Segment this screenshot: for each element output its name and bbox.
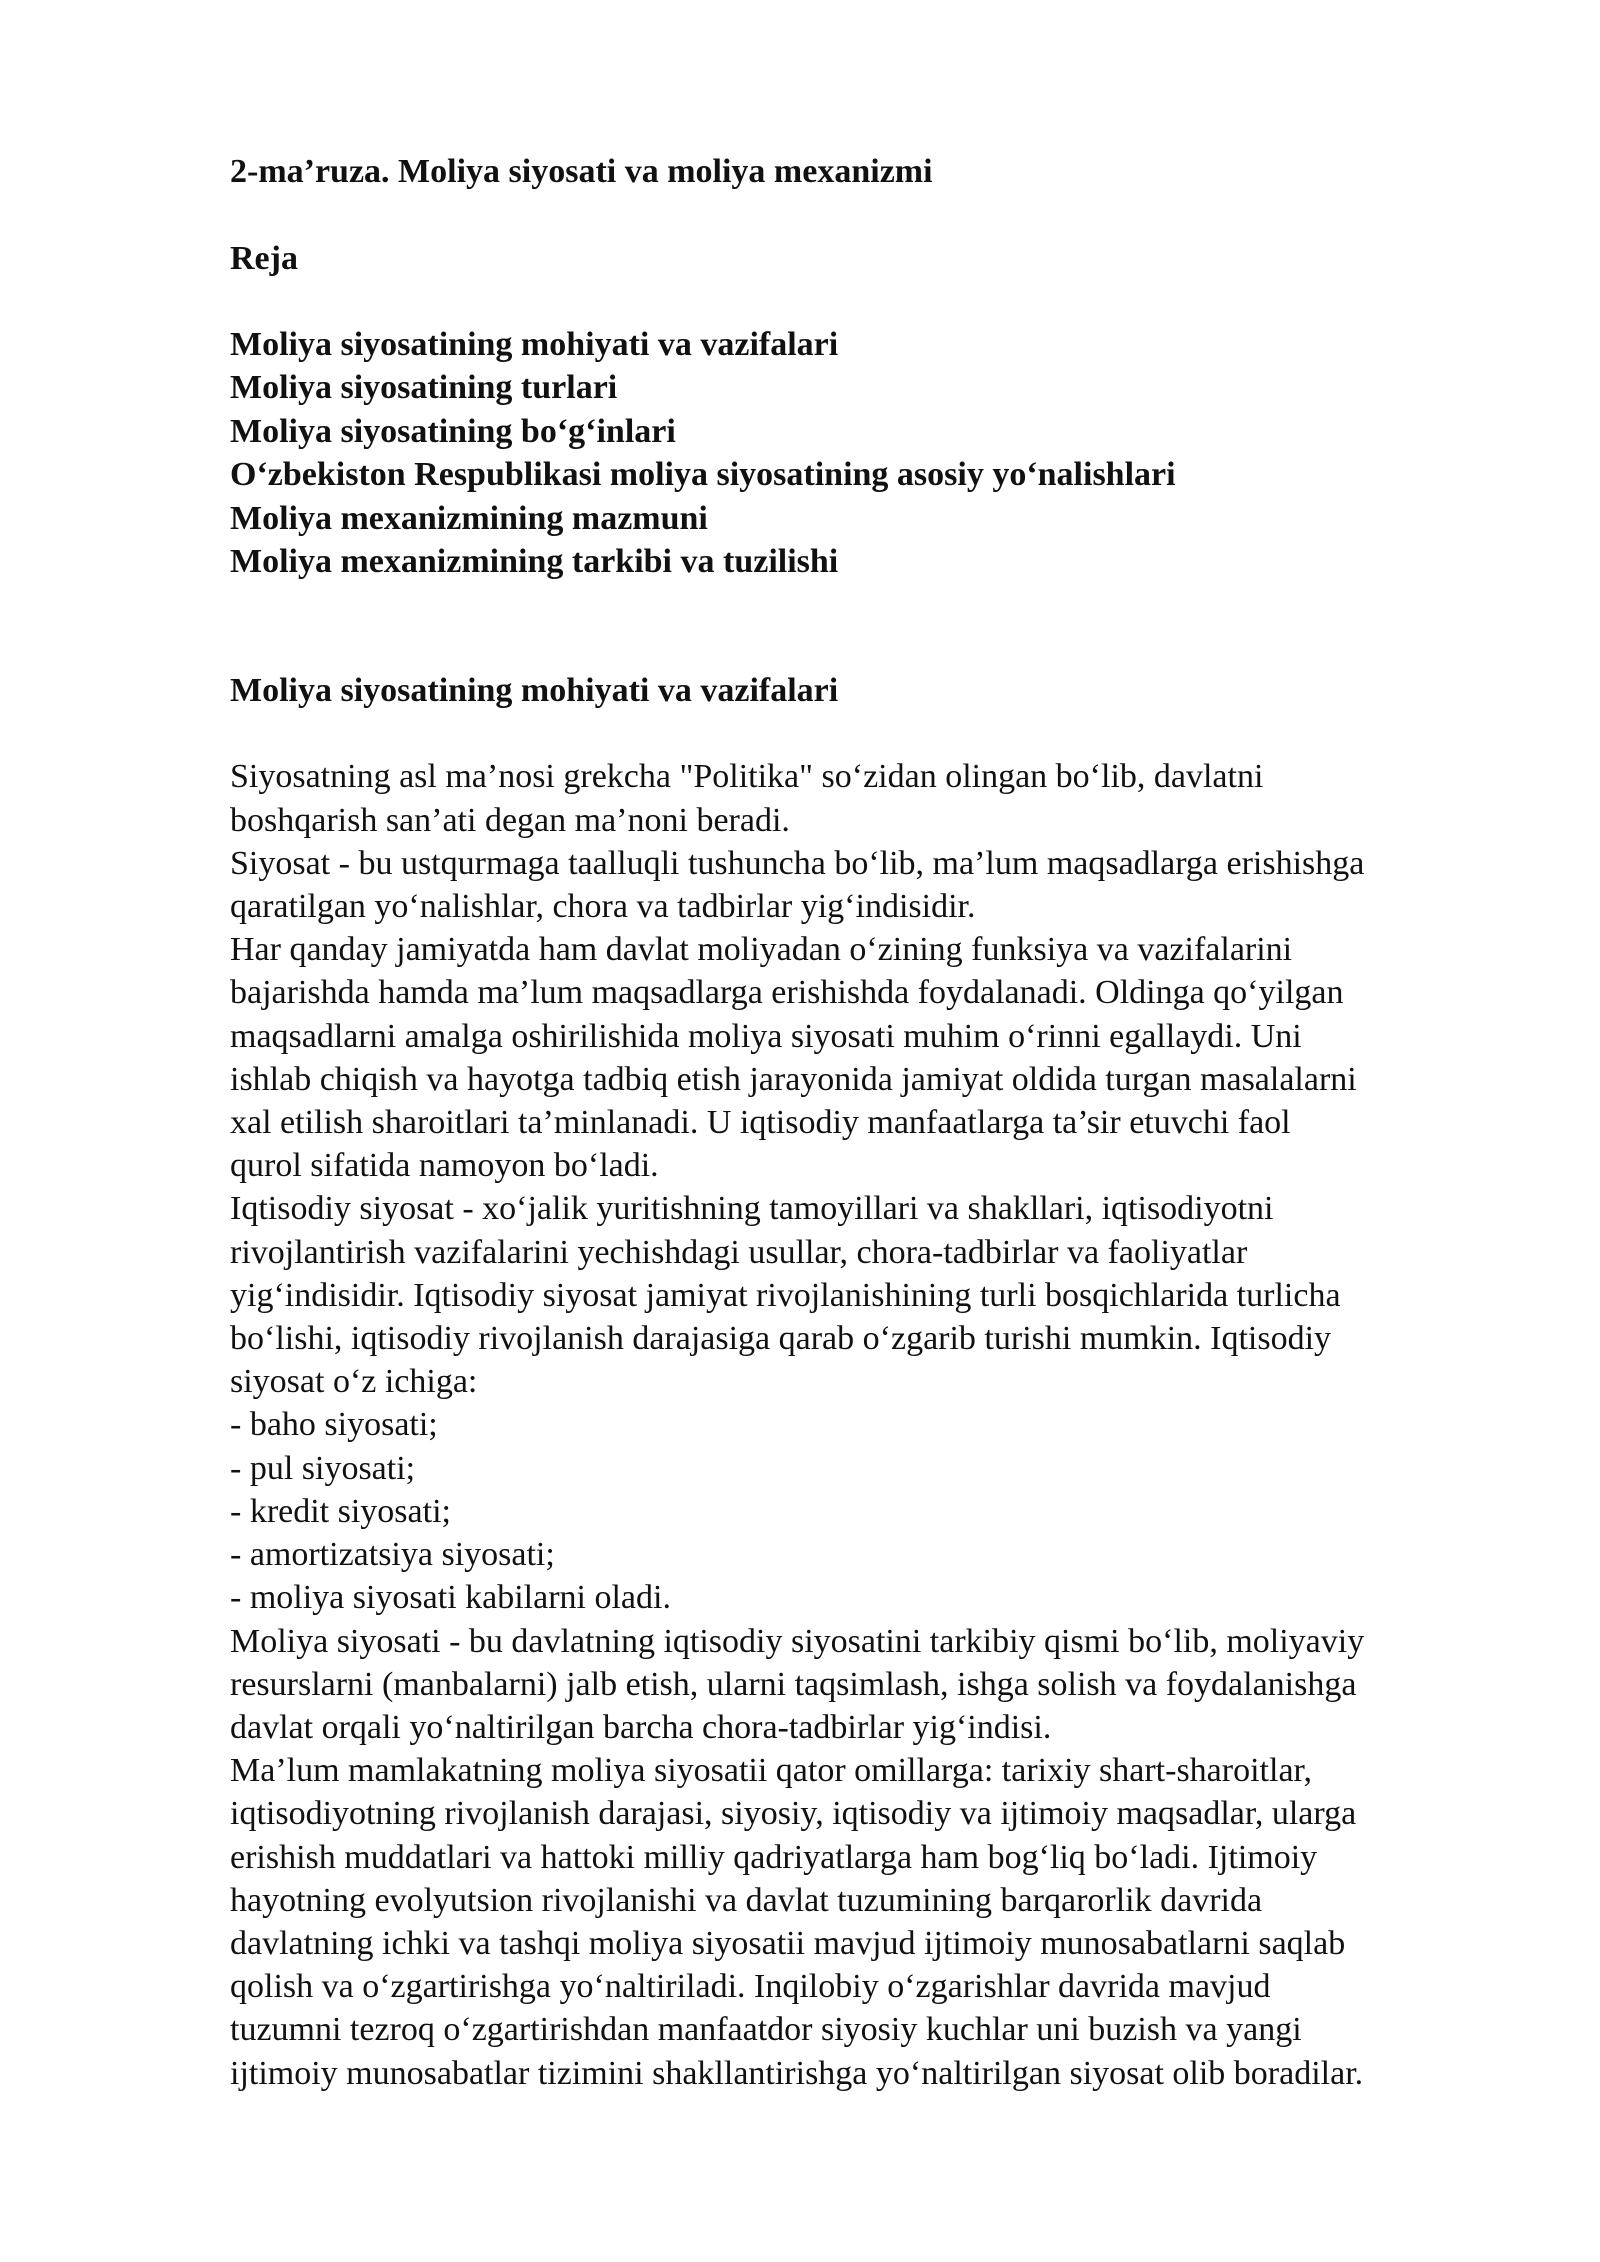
text-line: davlat orqali yo‘naltirilgan barcha chora-tadbirlar yig‘indisi. [230, 1708, 1052, 1746]
body-text [230, 755, 1530, 2094]
text-line: Ma’lum mamlakatning moliya siyosatii qator omillarga: tarixiy shart-sharoitlar, [230, 1752, 1312, 1790]
plan-item: O‘zbekiston Respublikasi moliya siyosatining asosiy yo‘nalishlari [230, 456, 1176, 494]
plan-item: Moliya siyosatining mohiyati va vazifalari [230, 326, 839, 363]
text-line: qolish va o‘zgartirishga yo‘naltiriladi. Inqilobiy o‘zgarishlar davrida mavjud [230, 1968, 1271, 2006]
text-line: maqsadlarni amalga oshirilishida moliya siyosati muhim o‘rinni egallaydi. Uni [230, 1017, 1302, 1055]
list-item: - kredit siyosati; [230, 1492, 451, 1530]
text-line: siyosat o‘z ichiga: [230, 1363, 478, 1401]
text-line: Siyosat - bu ustqurmaga taalluqli tushuncha bo‘lib, ma’lum maqsadlarga erishishga [230, 844, 1365, 882]
text-line: hayotning evolyutsion rivojlanishi va davlat tuzumining barqarorlik davrida [230, 1881, 1263, 1919]
list-item: - moliya siyosati kabilarni oladi. [230, 1579, 671, 1617]
plan-list [230, 323, 1530, 583]
text-line: qaratilgan yo‘nalishlar, chora va tadbirlar yig‘indisidir. [230, 888, 976, 926]
text-line: resurslarni (manbalarni) jalb etish, ularni taqsimlash, ishga solish va foydalanishga [230, 1665, 1357, 1703]
text-line: iqtisodiyotning rivojlanish darajasi, siyosiy, iqtisodiy va ijtimoiy maqsadlar, ularga [230, 1795, 1357, 1833]
text-line: Iqtisodiy siyosat - xo‘jalik yuritishning tamoyillari va shakllari, iqtisodiyotni [230, 1190, 1274, 1228]
plan-item: Moliya siyosatining bo‘g‘inlari [230, 412, 676, 450]
text-line: Moliya siyosati - bu davlatning iqtisodiy siyosatini tarkibiy qismi bo‘lib, moliyaviy [230, 1622, 1365, 1660]
text-line: bo‘lishi, iqtisodiy rivojlanish darajasiga qarab o‘zgarib turishi mumkin. Iqtisodiy [230, 1320, 1332, 1358]
plan-item: Moliya siyosatining turlari [230, 369, 618, 407]
plan-item: Moliya mexanizmining mazmuni [230, 499, 708, 537]
text-line: ishlab chiqish va hayotga tadbiq etish jarayonida jamiyat oldida turgan masalalarni [230, 1060, 1357, 1098]
text-line: davlatning ichki va tashqi moliya siyosatii mavjud ijtimoiy munosabatlarni saqlab [230, 1924, 1346, 1962]
list-item: - baho siyosati; [230, 1406, 438, 1444]
text-line: bajarishda hamda ma’lum maqsadlarga erishishda foydalanadi. Oldinga qo‘yilgan [230, 974, 1344, 1012]
plan-item: Moliya mexanizmining tarkibi va tuzilishi [230, 543, 839, 581]
text-line: rivojlantirish vazifalarini yechishdagi usullar, chora-tadbirlar va faoliyatlar [230, 1233, 1248, 1271]
text-line: ijtimoiy munosabatlar tizimini shakllantirishga yo‘naltirilgan siyosat olib boradilar. [230, 2054, 1364, 2092]
text-line: yig‘indisidir. Iqtisodiy siyosat jamiyat rivojlanishining turli bosqichlarida turlicha [230, 1276, 1341, 1314]
text-line: Har qanday jamiyatda ham davlat moliyadan o‘zining funksiya va vazifalarini [230, 931, 1293, 969]
document-page [230, 150, 1530, 2095]
text-line: tuzumni tezroq o‘zgartirishdan manfaatdor siyosiy kuchlar uni buzish va yangi [230, 2011, 1302, 2049]
section-heading: Moliya siyosatining mohiyati va vazifalari [230, 672, 839, 710]
text-line: xal etilish sharoitlari ta’minlanadi. U iqtisodiy manfaatlarga ta’sir etuvchi faol [230, 1104, 1291, 1142]
document-title: 2-ma’ruza. Moliya siyosati va moliya mexanizmi [230, 153, 933, 190]
text-line: boshqarish san’ati degan ma’noni beradi. [230, 801, 790, 839]
plan-label: Reja [230, 240, 298, 277]
text-line: erishish muddatlari va hattoki milliy qadriyatlarga ham bog‘liq bo‘ladi. Ijtimoiy [230, 1838, 1318, 1876]
list-item: - amortizatsiya siyosati; [230, 1536, 555, 1574]
text-line: qurol sifatida namoyon bo‘ladi. [230, 1147, 659, 1185]
text-line: Siyosatning asl ma’nosi grekcha "Politika" so‘zidan olingan bo‘lib, davlatni [230, 758, 1264, 796]
list-item: - pul siyosati; [230, 1449, 416, 1487]
